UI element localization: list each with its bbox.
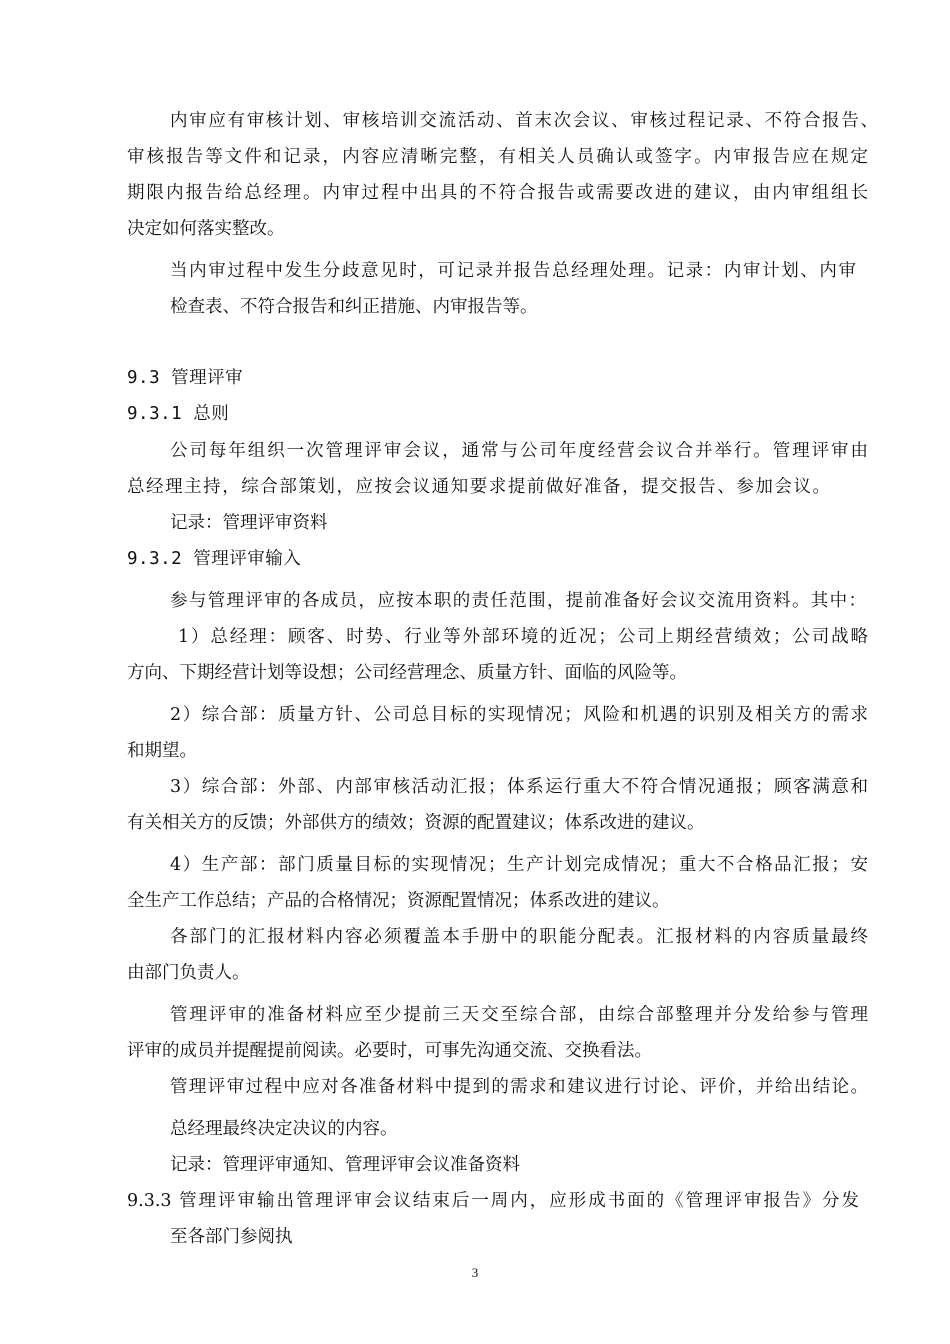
subsection-heading: 9.3.2 管理评审输入 [127, 549, 302, 569]
paragraph-line: 评审的成员并提醒提前阅读。必要时，可事先沟通交流、交换看法。 [127, 1041, 652, 1061]
list-item-line: 3）综合部：外部、内部审核活动汇报；体系运行重大不符合情况通报；顾客满意和 [170, 777, 868, 797]
list-item-line: 1）总经理：顾客、时势、行业等外部环境的近况；公司上期经营绩效；公司战略 [178, 627, 868, 647]
paragraph-line: 由部门负责人。 [127, 963, 250, 983]
paragraph-line: 各部门的汇报材料内容必须覆盖本手册中的职能分配表。汇报材料的内容质量最终 [170, 927, 868, 947]
paragraph-line: 检查表、不符合报告和纠正措施、内审报告等。 [170, 297, 538, 317]
paragraph-line: 期限内报告给总经理。内审过程中出具的不符合报告或需要改进的建议，由内审组组长 [127, 183, 868, 203]
paragraph-line: 当内审过程中发生分歧意见时，可记录并报告总经理处理。记录：内审计划、内审 [170, 261, 856, 281]
paragraph-line: 至各部门参阅执 [170, 1227, 293, 1247]
page-number: 3 [471, 1265, 479, 1280]
record-line: 记录：管理评审资料 [170, 513, 328, 533]
list-item-line: 2）综合部：质量方针、公司总目标的实现情况；风险和机遇的识别及相关方的需求 [170, 705, 868, 725]
paragraph-line: 参与管理评审的各成员，应按本职的责任范围，提前准备好会议交流用资料。其中： [170, 591, 866, 611]
list-item-line: 4）生产部：部门质量目标的实现情况；生产计划完成情况；重大不合格品汇报；安 [170, 855, 868, 875]
paragraph-line: 决定如何落实整改。 [127, 219, 285, 239]
paragraph-line: 公司每年组织一次管理评审会议，通常与公司年度经营会议合并举行。管理评审由 [170, 441, 868, 461]
paragraph-line: 总经理主持，综合部策划，应按会议通知要求提前做好准备，提交报告、参加会议。 [127, 477, 830, 497]
list-item-line: 方向、下期经营计划等设想；公司经营理念、质量方针、面临的风险等。 [127, 663, 687, 683]
paragraph-line: 总经理最终决定决议的内容。 [170, 1119, 398, 1139]
list-item-line: 全生产工作总结；产品的合格情况；资源配置情况；体系改进的建议。 [127, 891, 670, 911]
subsection-heading: 9.3.3 管理评审输出管理评审会议结束后一周内，应形成书面的《管理评审报告》分发 [127, 1191, 859, 1211]
paragraph-line: 审核报告等文件和记录，内容应清晰完整，有相关人员确认或签字。内审报告应在规定 [127, 147, 868, 167]
paragraph-line: 管理评审过程中应对各准备材料中提到的需求和建议进行讨论、评价，并给出结论。 [170, 1077, 868, 1097]
list-item-line: 有关相关方的反馈；外部供方的绩效；资源的配置建议；体系改进的建议。 [127, 813, 705, 833]
list-item-line: 和期望。 [127, 741, 197, 761]
paragraph-line: 管理评审的准备材料应至少提前三天交至综合部，由综合部整理并分发给参与管理 [170, 1005, 868, 1025]
subsection-heading: 9.3.1 总则 [127, 404, 230, 424]
section-heading: 9.3 管理评审 [127, 368, 244, 388]
paragraph-line: 内审应有审核计划、审核培训交流活动、首末次会议、审核过程记录、不符合报告、 [170, 111, 878, 131]
record-line: 记录：管理评审通知、管理评审会议准备资料 [170, 1155, 520, 1175]
